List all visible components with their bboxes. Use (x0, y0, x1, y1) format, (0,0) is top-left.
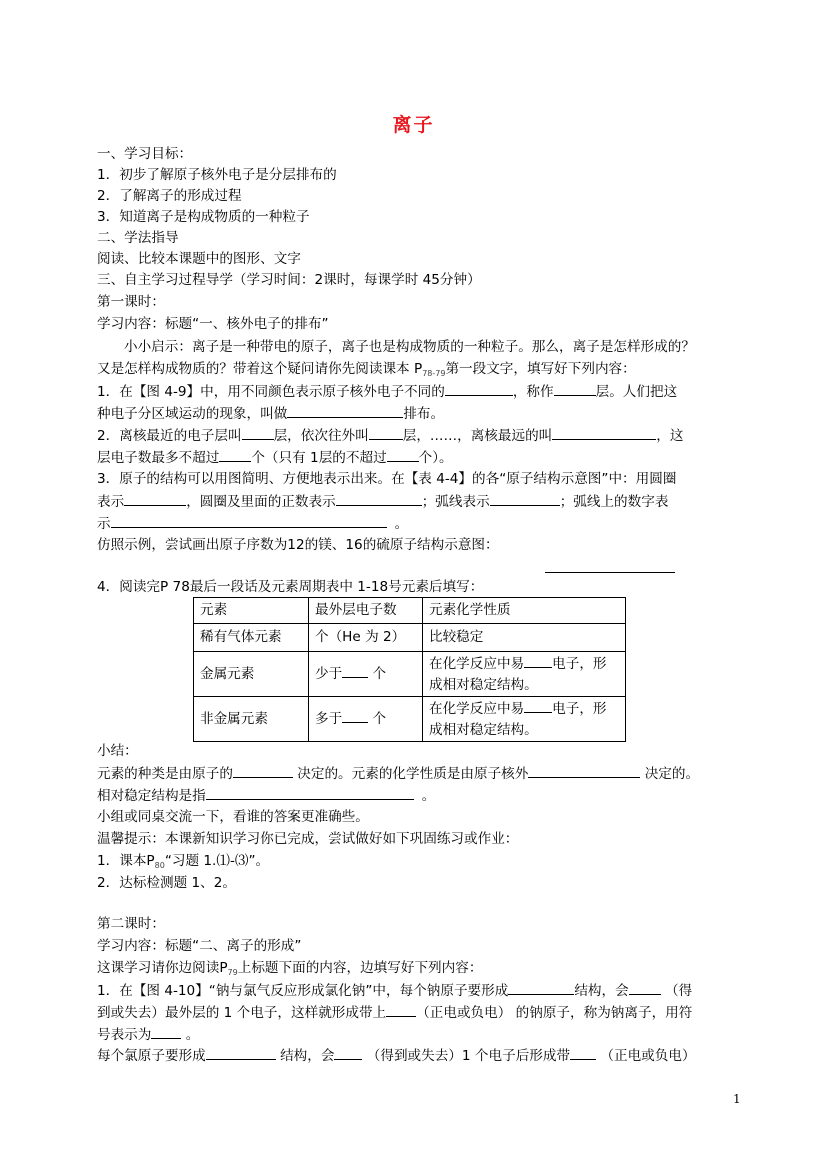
header-element: 元素 (194, 598, 309, 624)
reminder: 温馨提示：本课新知识学习你已完成，尝试做好如下巩固练习或作业： (97, 831, 519, 847)
goal-2: 2．了解离子的形成过程 (97, 188, 242, 204)
lesson2-content: 学习内容：标题“二、离子的形成” (97, 938, 302, 954)
header-outer-electrons: 最外层电子数 (309, 598, 423, 624)
cell-nonmetal-electrons: 多于 个 (309, 697, 423, 742)
drawing-answer-line (545, 572, 675, 573)
cell-metal: 金属元素 (194, 652, 309, 697)
question-3-line3: 示 。 (97, 513, 408, 534)
table-row (194, 624, 626, 652)
cell-metal-electrons: 少于 个 (309, 652, 423, 697)
lesson2-chlorine-line: 每个氯原子要形成 结构，会 （得到或失去）1 个电子后形成带 （正电或负电） (97, 1045, 696, 1066)
question-2-line2: 层电子数最多不超过 个（只有 1层的不超过 个）。 (97, 447, 453, 468)
summary-line1: 元素的种类是由原子的 决定的。元素的化学性质是由原子核外 决定的。 (97, 763, 699, 784)
question-2-line1: 2．离核最近的电子层叫 层，依次往外叫 层，……，离核最远的叫 ，这 (97, 425, 683, 446)
header-chemical-property: 元素化学性质 (423, 598, 626, 624)
homework-2: 2．达标检测题 1、2。 (97, 875, 237, 891)
cell-nonmetal-property: 在化学反应中易 电子，形 成相对稳定结构。 (423, 697, 626, 742)
cell-noble-gas-property: 比较稳定 (423, 624, 626, 652)
question-1-line1: 1．在【图 4-9】中，用不同颜色表示原子核外电子不同的 ，称作 层。人们把这 (97, 381, 677, 402)
lesson2-q1-line2: 到或失去）最外层的 1 个电子，这样就形成带上 （正电或负电） 的钠原子，称为钠离子，用符 (97, 1002, 692, 1023)
summary-label: 小结： (97, 743, 138, 759)
goal-3: 3．知道离子是构成物质的一种粒子 (97, 209, 310, 225)
table-row (194, 697, 626, 742)
group-discussion: 小组或同桌交流一下，看谁的答案更准确些。 (97, 809, 369, 825)
question-3-line1: 3．原子的结构可以用图简明、方便地表示出来。在【表 4-4】的各“原子结构示意图”中：用圆圈 (97, 471, 677, 487)
question-4-intro: 4．阅读完P 78最后一段话及元素周期表中 1-18号元素后填写： (97, 579, 484, 595)
table-row (194, 652, 626, 697)
lesson2-q1-line3: 号表示为 。 (97, 1024, 199, 1045)
section-heading-goals: 一、学习目标： (97, 146, 193, 162)
lesson1-tip-line2: 又是怎样构成物质的？带着这个疑问请你先阅读课本 $P_{78-79}$第一段文字，填写好下列内容： (97, 361, 636, 378)
question-3-line2: 表示 ，圆圈及里面的正数表示 ；弧线表示 ；弧线上的数字表 (97, 491, 668, 512)
section-heading-method: 二、学法指导 (97, 230, 179, 246)
table-header-row (194, 598, 626, 624)
cell-noble-gas-electrons: 个（He 为 2） (309, 624, 423, 652)
imitate-instruction: 仿照示例，尝试画出原子序数为12的镁、16的硫原子结构示意图： (97, 537, 499, 553)
lesson2-q1-line1: 1．在【图 4-10】“钠与氯气反应形成氯化钠”中，每个钠原子要形成 结构，会 （得 (97, 980, 692, 1001)
homework-1: 1．课本$P_{80}“$习题 1.⑴-⑶”。 (97, 853, 270, 870)
element-table (193, 597, 626, 742)
cell-nonmetal: 非金属元素 (194, 697, 309, 742)
lesson1-label: 第一课时： (97, 294, 165, 310)
lesson1-tip-line1: 小小启示：离子是一种带电的原子，离子也是构成物质的一种粒子。那么，离子是怎样形成的？ (124, 339, 695, 355)
method-text: 阅读、比较本课题中的图形、文字 (97, 251, 301, 267)
lesson2-read: 这课学习请你边阅读$P_{79}$上标题下面的内容，边填写好下列内容： (97, 960, 483, 977)
goal-1: 1．初步了解原子核外电子是分层排布的 (97, 167, 337, 183)
section-heading-process: 三、自主学习过程导学（学习时间：2课时，每课学时 45分钟） (97, 272, 481, 288)
page-title: 离子 (392, 114, 435, 136)
cell-noble-gas: 稀有气体元素 (194, 624, 309, 652)
question-1-line2: 种电子分区域运动的现象，叫做 排布。 (97, 403, 444, 424)
page-number: 1 (733, 1092, 741, 1106)
lesson2-label: 第二课时： (97, 916, 165, 932)
lesson1-content: 学习内容：标题“一、核外电子的排布” (97, 316, 329, 332)
cell-metal-property: 在化学反应中易 电子，形 成相对稳定结构。 (423, 652, 626, 697)
summary-line2: 相对稳定结构是指 。 (97, 785, 435, 806)
